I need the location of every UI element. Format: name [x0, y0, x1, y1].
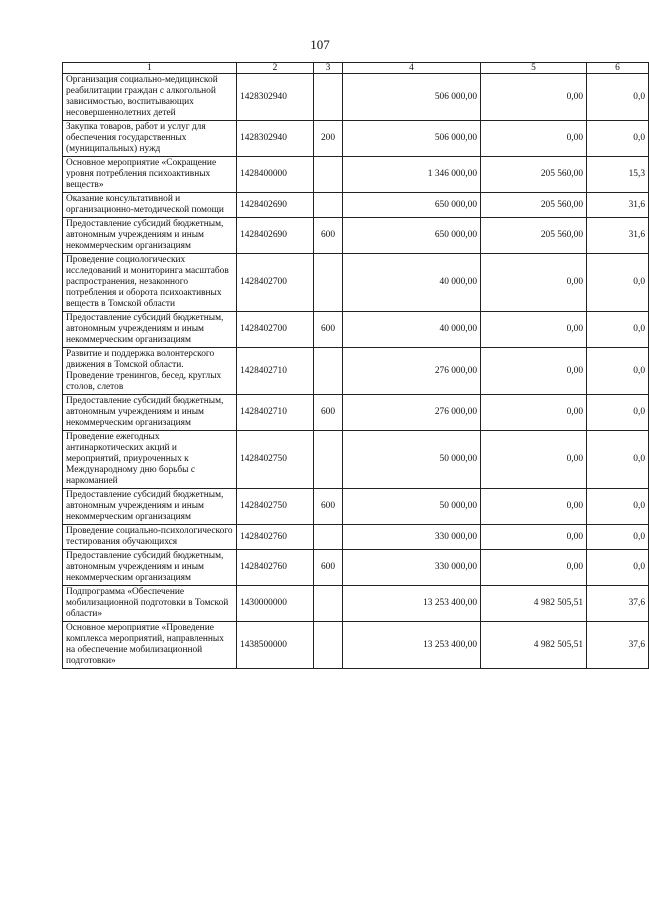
row-kind-cell: 200 — [314, 121, 343, 157]
row-percent-cell: 0,0 — [587, 395, 649, 431]
row-percent-cell: 15,3 — [587, 157, 649, 193]
row-name-cell: Организация социально-медицинской реабилитации граждан с алкогольной зависимостью, воспитывающих несовершеннолетних детей — [63, 74, 237, 121]
row-kind-cell: 600 — [314, 312, 343, 348]
column-header: 6 — [587, 63, 649, 74]
row-percent-cell: 0,0 — [587, 312, 649, 348]
row-fact-cell: 0,00 — [481, 312, 587, 348]
row-plan-cell: 40 000,00 — [343, 254, 481, 312]
row-plan-cell: 1 346 000,00 — [343, 157, 481, 193]
row-percent-cell: 31,6 — [587, 218, 649, 254]
row-plan-cell: 40 000,00 — [343, 312, 481, 348]
row-kind-cell — [314, 431, 343, 489]
table-row — [63, 622, 649, 669]
row-code-cell: 1428302940 — [237, 74, 314, 121]
row-fact-cell: 0,00 — [481, 395, 587, 431]
row-name-cell: Проведение социально-психологического тестирования обучающихся — [63, 525, 237, 550]
row-plan-cell: 50 000,00 — [343, 431, 481, 489]
page-number: 107 — [310, 37, 330, 52]
row-percent-cell: 0,0 — [587, 489, 649, 525]
budget-table — [62, 62, 649, 669]
row-kind-cell: 600 — [314, 395, 343, 431]
row-plan-cell: 506 000,00 — [343, 121, 481, 157]
row-name-cell: Основное мероприятие «Проведение комплекса мероприятий, направленных на обеспечение мобилизационной подготовки» — [63, 622, 237, 669]
table-row — [63, 525, 649, 550]
row-percent-cell: 0,0 — [587, 525, 649, 550]
row-code-cell: 1428402760 — [237, 550, 314, 586]
table-row — [63, 254, 649, 312]
row-name-cell: Предоставление субсидий бюджетным, автономным учреждениям и иным некоммерческим организациям — [63, 395, 237, 431]
row-code-cell: 1438500000 — [237, 622, 314, 669]
row-plan-cell: 506 000,00 — [343, 74, 481, 121]
row-fact-cell: 205 560,00 — [481, 193, 587, 218]
row-fact-cell: 0,00 — [481, 348, 587, 395]
row-kind-cell — [314, 193, 343, 218]
row-percent-cell: 0,0 — [587, 74, 649, 121]
row-code-cell: 1428400000 — [237, 157, 314, 193]
row-kind-cell: 600 — [314, 550, 343, 586]
table-row — [63, 157, 649, 193]
row-percent-cell: 0,0 — [587, 254, 649, 312]
row-fact-cell: 205 560,00 — [481, 157, 587, 193]
row-kind-cell — [314, 254, 343, 312]
row-percent-cell: 0,0 — [587, 348, 649, 395]
row-code-cell: 1428402690 — [237, 218, 314, 254]
row-name-cell: Подпрограмма «Обеспечение мобилизационной подготовки в Томской области» — [63, 586, 237, 622]
row-fact-cell: 4 982 505,51 — [481, 586, 587, 622]
row-plan-cell: 13 253 400,00 — [343, 622, 481, 669]
row-plan-cell: 650 000,00 — [343, 218, 481, 254]
row-kind-cell — [314, 157, 343, 193]
row-name-cell: Основное мероприятие «Сокращение уровня потребления психоактивных веществ» — [63, 157, 237, 193]
row-plan-cell: 330 000,00 — [343, 550, 481, 586]
row-code-cell: 1428302940 — [237, 121, 314, 157]
row-kind-cell: 600 — [314, 489, 343, 525]
row-fact-cell: 0,00 — [481, 525, 587, 550]
row-name-cell: Предоставление субсидий бюджетным, автономным учреждениям и иным некоммерческим организациям — [63, 218, 237, 254]
row-percent-cell: 37,6 — [587, 586, 649, 622]
row-fact-cell: 0,00 — [481, 489, 587, 525]
row-fact-cell: 0,00 — [481, 254, 587, 312]
row-kind-cell — [314, 74, 343, 121]
row-plan-cell: 330 000,00 — [343, 525, 481, 550]
column-header: 3 — [314, 63, 343, 74]
table-row — [63, 312, 649, 348]
row-name-cell: Развитие и поддержка волонтерского движения в Томской области. Проведение тренингов, бесед, круглых столов, слетов — [63, 348, 237, 395]
row-name-cell: Проведение социологических исследований и мониторинга масштабов распространения, незаконного потребления и оборота психоактивных веществ в Томской области — [63, 254, 237, 312]
table-row — [63, 218, 649, 254]
header-row — [63, 63, 649, 74]
row-kind-cell — [314, 525, 343, 550]
row-plan-cell: 276 000,00 — [343, 348, 481, 395]
row-plan-cell: 13 253 400,00 — [343, 586, 481, 622]
row-fact-cell: 205 560,00 — [481, 218, 587, 254]
row-plan-cell: 276 000,00 — [343, 395, 481, 431]
row-code-cell: 1428402710 — [237, 348, 314, 395]
row-code-cell: 1428402750 — [237, 489, 314, 525]
row-fact-cell: 4 982 505,51 — [481, 622, 587, 669]
row-code-cell: 1428402750 — [237, 431, 314, 489]
row-name-cell: Предоставление субсидий бюджетным, автономным учреждениям и иным некоммерческим организациям — [63, 312, 237, 348]
row-percent-cell: 0,0 — [587, 431, 649, 489]
row-code-cell: 1428402710 — [237, 395, 314, 431]
column-header: 2 — [237, 63, 314, 74]
row-fact-cell: 0,00 — [481, 431, 587, 489]
row-kind-cell — [314, 622, 343, 669]
row-code-cell: 1428402690 — [237, 193, 314, 218]
row-name-cell: Оказание консультативной и организационно-методической помощи — [63, 193, 237, 218]
table-row — [63, 431, 649, 489]
table-body — [63, 74, 649, 669]
row-percent-cell: 0,0 — [587, 550, 649, 586]
row-percent-cell: 37,6 — [587, 622, 649, 669]
row-percent-cell: 31,6 — [587, 193, 649, 218]
row-name-cell: Закупка товаров, работ и услуг для обеспечения государственных (муниципальных) нужд — [63, 121, 237, 157]
table-row — [63, 348, 649, 395]
table-row — [63, 586, 649, 622]
table-header — [63, 63, 649, 74]
table-row — [63, 193, 649, 218]
row-plan-cell: 650 000,00 — [343, 193, 481, 218]
table-row — [63, 74, 649, 121]
column-header: 5 — [481, 63, 587, 74]
row-name-cell: Предоставление субсидий бюджетным, автономным учреждениям и иным некоммерческим организациям — [63, 550, 237, 586]
row-fact-cell: 0,00 — [481, 121, 587, 157]
row-percent-cell: 0,0 — [587, 121, 649, 157]
table-row — [63, 395, 649, 431]
row-name-cell: Предоставление субсидий бюджетным, автономным учреждениям и иным некоммерческим организациям — [63, 489, 237, 525]
table-row — [63, 489, 649, 525]
table-row — [63, 121, 649, 157]
row-kind-cell — [314, 348, 343, 395]
row-kind-cell: 600 — [314, 218, 343, 254]
column-header: 4 — [343, 63, 481, 74]
row-fact-cell: 0,00 — [481, 550, 587, 586]
row-plan-cell: 50 000,00 — [343, 489, 481, 525]
row-code-cell: 1428402700 — [237, 254, 314, 312]
column-header: 1 — [63, 63, 237, 74]
row-code-cell: 1428402760 — [237, 525, 314, 550]
row-fact-cell: 0,00 — [481, 74, 587, 121]
row-name-cell: Проведение ежегодных антинаркотических акций и мероприятий, приуроченных к Международному дню борьбы с наркоманией — [63, 431, 237, 489]
row-kind-cell — [314, 586, 343, 622]
row-code-cell: 1428402700 — [237, 312, 314, 348]
table-row — [63, 550, 649, 586]
row-code-cell: 1430000000 — [237, 586, 314, 622]
